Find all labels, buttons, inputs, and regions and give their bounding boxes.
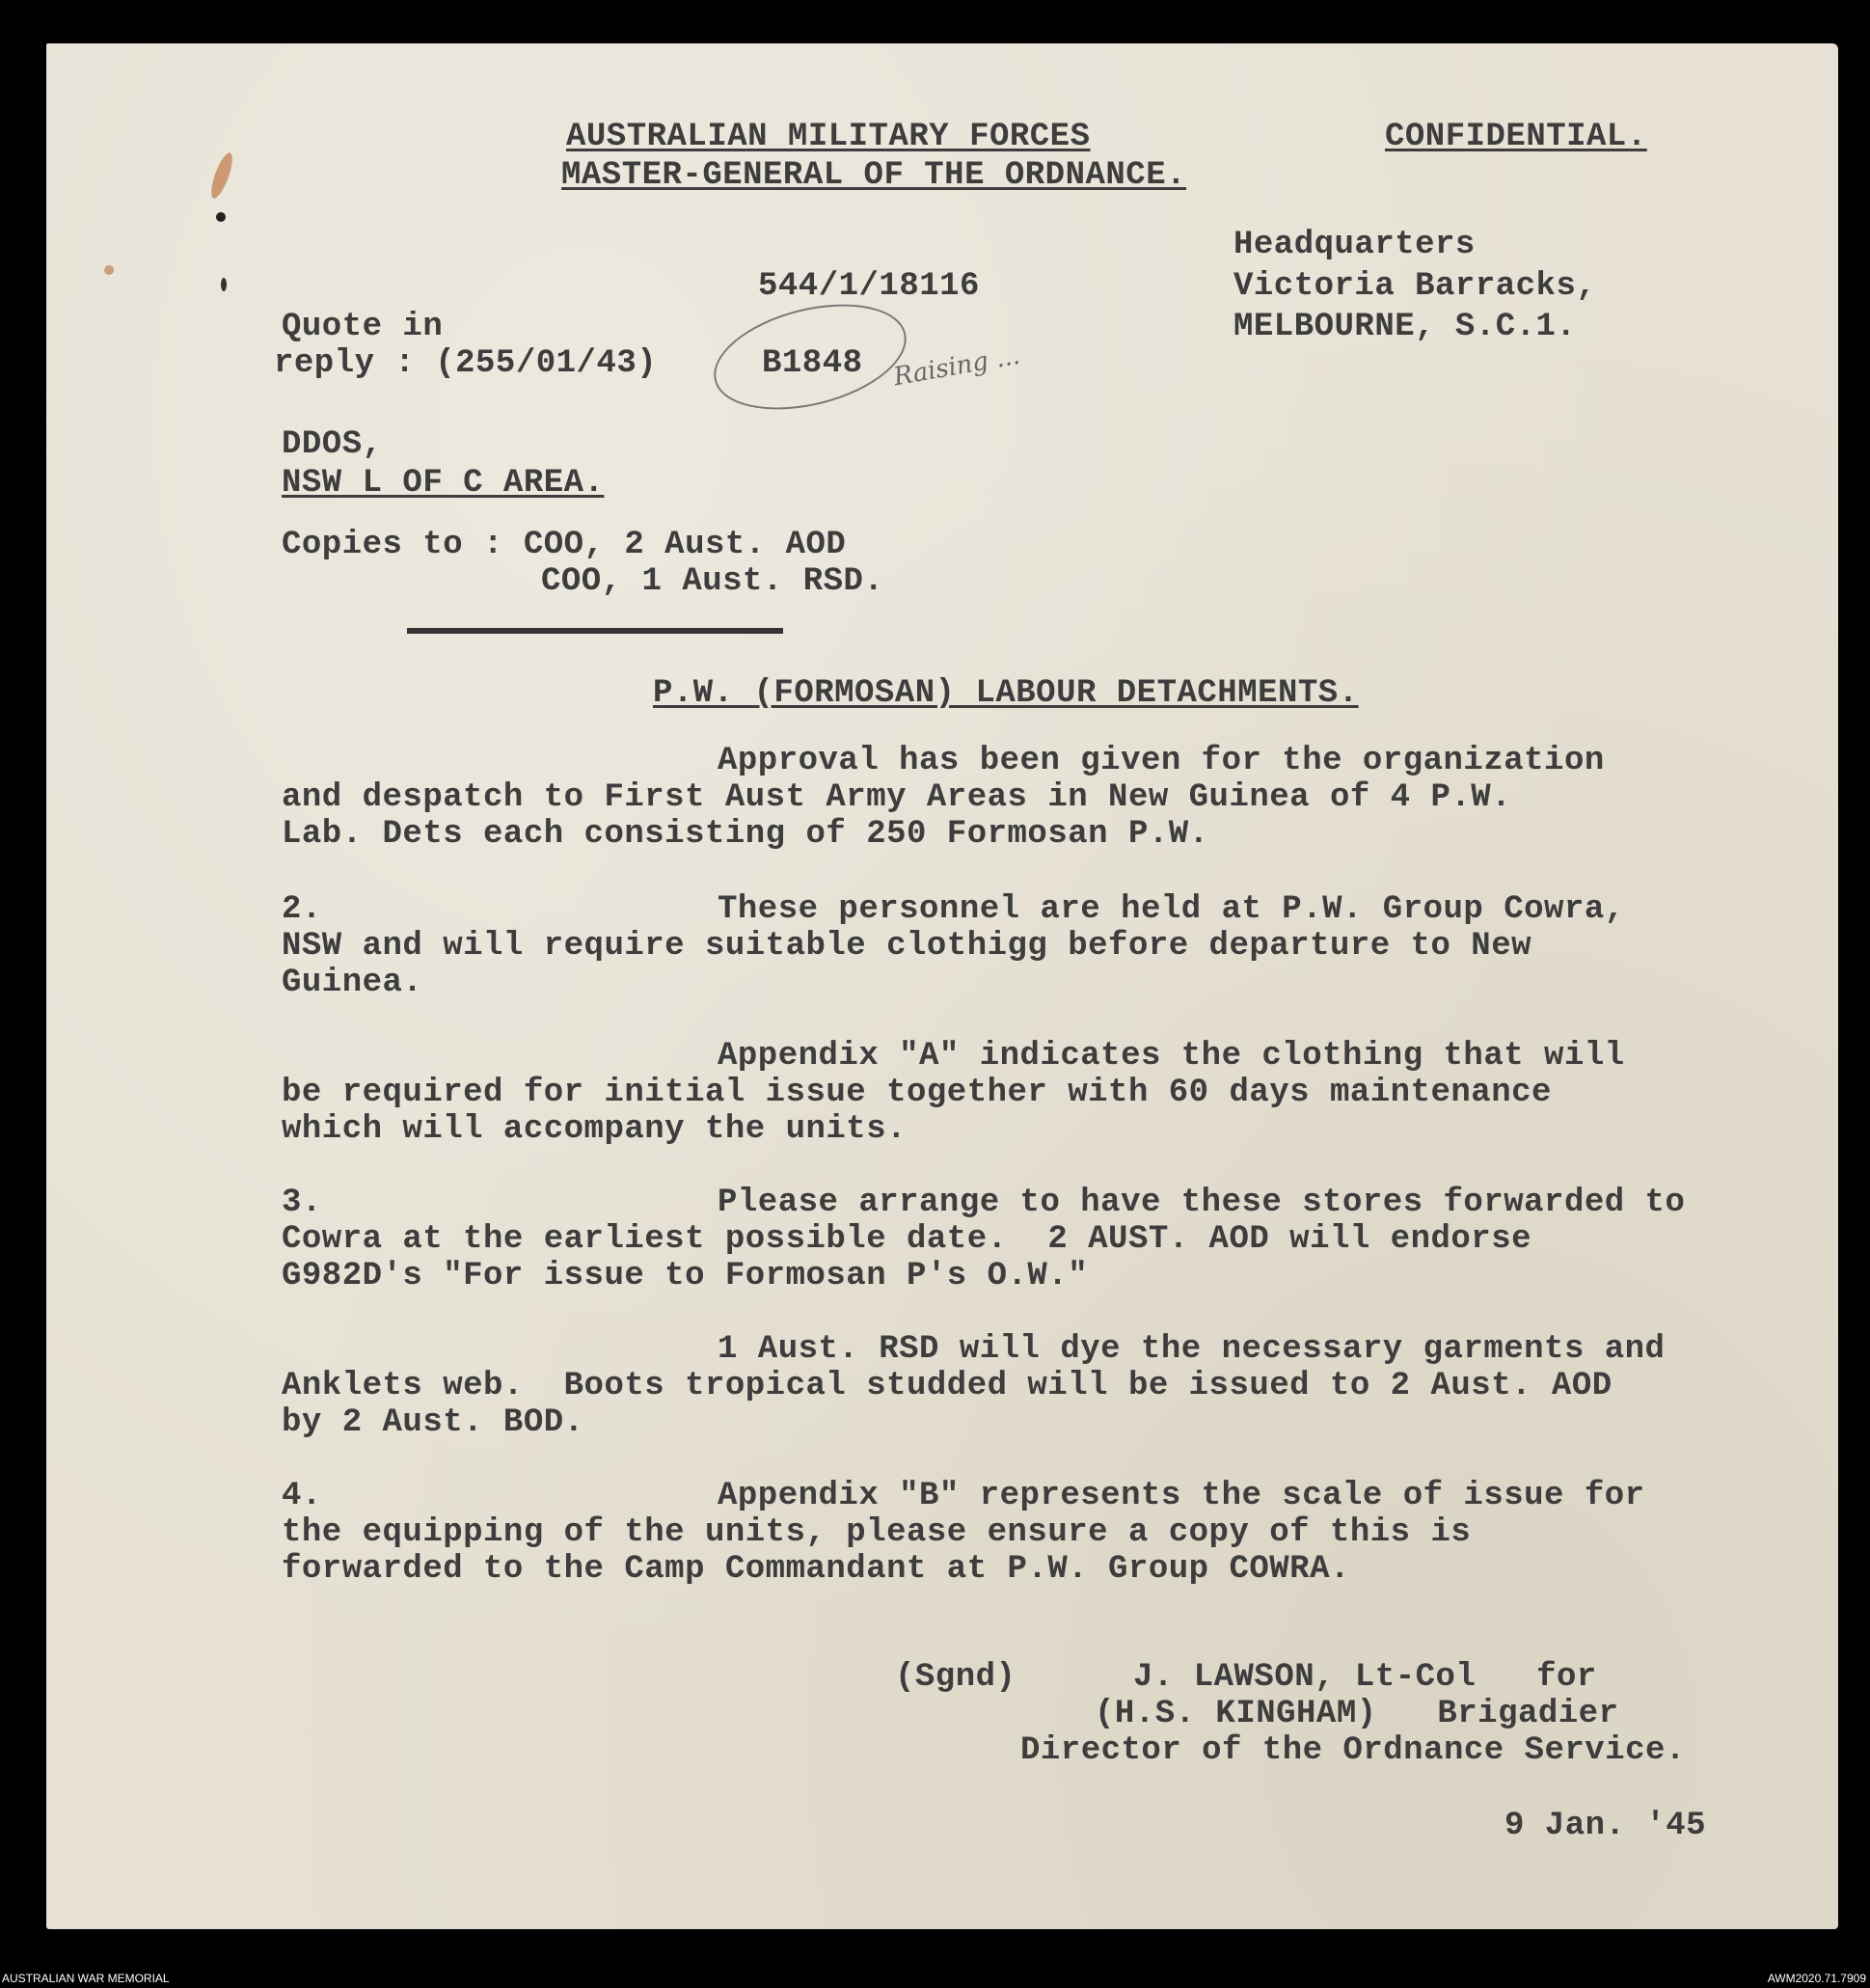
para-4-line-1: Please arrange to have these stores forwarded to (718, 1185, 1686, 1221)
pin-hole (221, 278, 227, 291)
para-5-line-3: by 2 Aust. BOD. (282, 1404, 584, 1441)
para-6-number: 4. (282, 1478, 322, 1514)
para-4-number: 3. (282, 1185, 322, 1221)
para-3-line-3: which will accompany the units. (282, 1111, 908, 1148)
para-2-line-3: Guinea. (282, 965, 423, 1001)
para-1-line-1: Approval has been given for the organization (718, 743, 1605, 779)
para-6-line-2: the equipping of the units, please ensure a copy of this is (282, 1514, 1472, 1551)
org-line-1: AUSTRALIAN MILITARY FORCES (566, 119, 1091, 155)
para-1-line-3: Lab. Dets each consisting of 250 Formosan P.W. (282, 816, 1209, 853)
rust-stain (207, 150, 236, 201)
address-line-3: MELBOURNE, S.C.1. (1233, 309, 1577, 345)
quote-line-2: reply : (255/01/43) (274, 345, 658, 382)
para-3-line-1: Appendix "A" indicates the clothing that will (718, 1038, 1625, 1075)
footer-right: AWM2020.71.7909 (1767, 1972, 1866, 1985)
para-4-line-2: Cowra at the earliest possible date. 2 AUST. AOD will endorse (282, 1221, 1532, 1258)
footer-left: AUSTRALIAN WAR MEMORIAL (2, 1972, 170, 1985)
para-5-line-2: Anklets web. Boots tropical studded will be issued to 2 Aust. AOD (282, 1368, 1613, 1404)
para-4-line-3: G982D's "For issue to Formosan P's O.W." (282, 1258, 1089, 1294)
signature-title: Director of the Ordnance Service. (1020, 1732, 1686, 1769)
signature-name: J. LAWSON, Lt-Col for (1133, 1659, 1597, 1696)
para-2-number: 2. (282, 891, 322, 928)
copies-line-1: Copies to : COO, 2 Aust. AOD (282, 527, 847, 563)
quote-reference: B1848 (762, 345, 863, 382)
subject-heading: P.W. (FORMOSAN) LABOUR DETACHMENTS. (653, 675, 1359, 712)
file-number: 544/1/18116 (758, 268, 980, 305)
separator-rule (407, 628, 783, 634)
address-line-2: Victoria Barracks, (1233, 268, 1597, 305)
copies-line-2: COO, 1 Aust. RSD. (541, 563, 884, 600)
recipient-line-1: DDOS, (282, 426, 383, 463)
signature-for-name: (H.S. KINGHAM) Brigadier (1095, 1696, 1619, 1732)
para-6-line-3: forwarded to the Camp Commandant at P.W. Group COWRA. (282, 1551, 1350, 1588)
rust-stain (104, 265, 114, 275)
para-1-line-2: and despatch to First Aust Army Areas in New Guinea of 4 P.W. (282, 779, 1512, 816)
classification-label: CONFIDENTIAL. (1385, 119, 1647, 155)
pin-hole (216, 212, 226, 222)
para-5-line-1: 1 Aust. RSD will dye the necessary garments and (718, 1331, 1666, 1368)
para-2-line-2: NSW and will require suitable clothigg before departure to New (282, 928, 1532, 965)
para-2-line-1: These personnel are held at P.W. Group Cowra, (718, 891, 1625, 928)
handwritten-note: Raising ... (891, 340, 1022, 393)
signature-sgnd: (Sgnd) (895, 1659, 1016, 1696)
letter-date: 9 Jan. '45 (1504, 1808, 1707, 1844)
address-line-1: Headquarters (1233, 227, 1476, 263)
org-line-2: MASTER-GENERAL OF THE ORDNANCE. (561, 157, 1187, 194)
para-6-line-1: Appendix "B" represents the scale of issue for (718, 1478, 1645, 1514)
quote-line-1: Quote in (282, 309, 444, 345)
recipient-line-2: NSW L OF C AREA. (282, 465, 605, 502)
para-3-line-2: be required for initial issue together with 60 days maintenance (282, 1075, 1552, 1111)
